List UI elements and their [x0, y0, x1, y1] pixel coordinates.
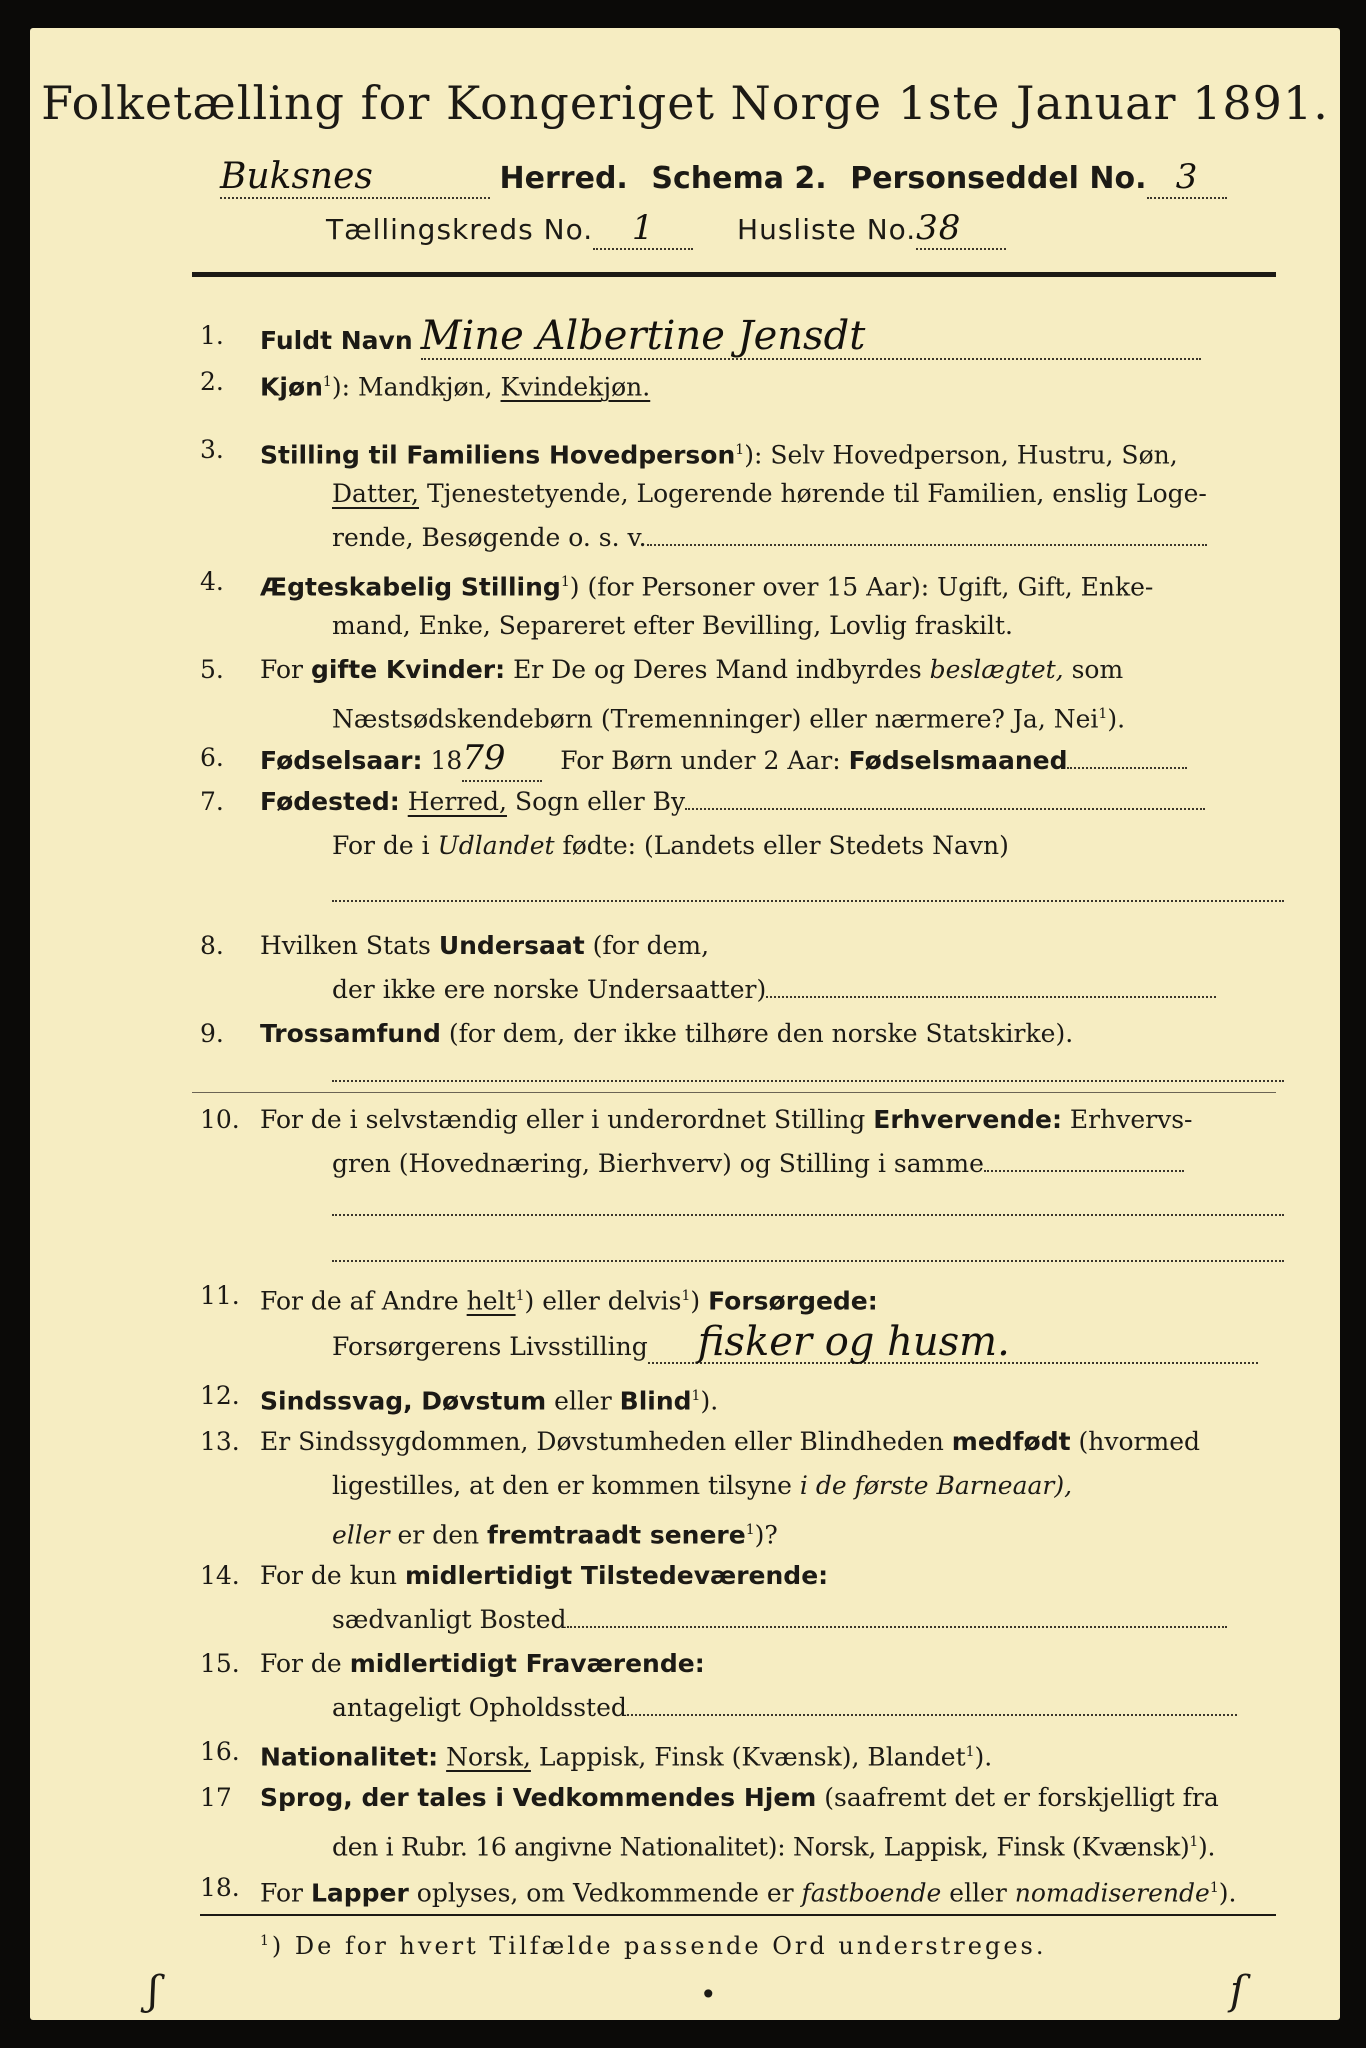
personseddel-value: 3 — [1147, 157, 1227, 199]
full-name-label: Fuldt Navn — [260, 326, 413, 355]
citizenship-label: Undersaat — [438, 931, 585, 960]
sex-selected-option: Kvindekjøn. — [500, 372, 651, 402]
family-position-options-c: rende, Besøgende o. s. v. — [332, 523, 647, 552]
item-number: 2. — [200, 367, 224, 396]
census-form: Folketælling for Kongeriget Norge 1ste Januar 1891. Buksnes Herred. Schema 2. Personseddel No. 3 Tællingskreds No. 1 Husliste No.38 1. Fuldt Navn Mine Albertine Jensdt 2. Kjøn$^1$): Mandkjøn, Kvindekjøn. 3. Stilling til Familiens Hovedperson$^1$): Selv Hovedperson, Hustru, Søn, Datter, Tjenestetyende, Logerende hørende til Familien, enslig Loge- rende, Besøgende o. s. v. 4. Ægteskabelig Stilling$^1$) (for Personer over 15 Aar): Ugift, Gift, Enke- mand, Enke, Separeret efter Bevilling, Lovlig fraskilt. 5. For gifte Kvinder: Er De og Deres Mand indbyrdes beslægtet, som Næstsødskendebørn (Tremenninger) eller nærmere? Ja, Nei$^1$). 6. Fødselsaar: 1879 For Børn under 2 Aar: Fødselsmaaned 7. Fødested: Herred, Sogn eller By For de i Udlandet fødte: (Landets eller Stedets Navn) 8. Hvilken Stats Undersaat (for dem, der ikke ere norske Undersaatter) 9. Trossamfund (for dem, der ikke tilhøre den norske Statskirke). 10. For de i selvstændig eller i underordnet Stilling Erhvervende: Erhvervs- gren (Hovednæring, Bierhverv) og Stilling i samme 11. For de af Andre helt$^1$) eller delvis$^1$) Forsørgede: Forsørgerens Livsstilling fisker og husm. 12. Sindssvag, Døvstum eller Blind$^1$). 13. Er Sindssygdommen, Døvstumheden eller Blindheden medfødt (hvormed ligestilles, at den er kommen tilsyne i de første Barneaar), eller er den fremtraadt senere$^1$)? 14. For de kun midlertidigt Tilstedeværende: sædvanligt Bosted 15. For de midlertidigt Fraværende: antageligt Opholdssted 16. Nationalitet: Norsk, Lappisk, Finsk (Kvænsk), Blandet$^1$). 17 Sprog, der tales i Vedkommendes Hjem (saafremt det er forskjelligt fra den i Rubr. 16 angivne Nationalitet): Norsk, Lappisk, Finsk (Kvænsk)$^1$). 18. For Lapper oplyses, om Vedkommende er fastboende eller nomadiserende$^1$). $^1$) De for hvert Tilfælde passende Ord understreges. ʃ • ſ — [30, 28, 1340, 2020]
footnote: $^1$) De for hvert Tilfælde passende Ord understreges. — [260, 1932, 1047, 1960]
birth-year-label: Fødselsaar: — [260, 746, 423, 775]
item-number: 5. — [200, 655, 224, 684]
husliste-value: 38 — [916, 208, 1006, 250]
husliste-label: Husliste No. — [737, 213, 917, 246]
temporarily-present-label: midlertidigt Tilstedeværende: — [404, 1561, 829, 1590]
temporarily-absent-label: midlertidigt Fraværende: — [349, 1649, 705, 1678]
item-number: 10. — [200, 1105, 240, 1134]
occupation-label: Erhvervende: — [873, 1105, 1062, 1134]
congenital-label: medfødt — [951, 1427, 1071, 1456]
supported-selected-option: helt — [466, 1286, 516, 1316]
schema-label: Schema 2. — [651, 161, 827, 196]
sex-options: ): Mandkjøn, — [331, 372, 493, 402]
herred-label: Herred. — [499, 161, 628, 196]
item-number: 12. — [200, 1381, 240, 1410]
family-position-selected-option: Datter, — [332, 479, 419, 508]
birthplace-selected-option: Herred, — [407, 787, 507, 816]
supported-label: Forsørgede: — [708, 1286, 878, 1316]
item-number: 16. — [200, 1737, 240, 1766]
item-number: 6. — [200, 743, 224, 772]
full-name-value: Mine Albertine Jensdt — [421, 314, 1201, 360]
language-label: Sprog, der tales i Vedkommendes Hjem — [260, 1783, 817, 1812]
sex-label: Kjøn — [260, 372, 323, 402]
form-title: Folketælling for Kongeriget Norge 1ste Januar 1891. — [41, 76, 1329, 130]
family-position-options-a: ): Selv Hovedperson, Hustru, Søn, — [744, 440, 1178, 470]
birth-year-value: 79 — [462, 736, 542, 782]
item-number: 9. — [200, 1019, 224, 1048]
nationality-selected-option: Norsk, — [446, 1742, 531, 1772]
item-number: 15. — [200, 1649, 240, 1678]
lapps-label: Lapper — [310, 1878, 409, 1908]
item-number: 8. — [200, 931, 224, 960]
birthplace-label: Fødested: — [260, 787, 400, 816]
pencil-mark: ʃ — [148, 1968, 159, 2014]
header-herred-line — [220, 156, 1227, 199]
header-kreds-line — [326, 208, 1006, 250]
provider-occupation-value: fisker og husm. — [648, 1322, 1258, 1364]
family-position-label: Stilling til Familiens Hovedperson — [260, 440, 736, 470]
taellingskreds-label: Tællingskreds No. — [326, 213, 594, 246]
item-number: 4. — [200, 567, 224, 596]
herred-value: Buksnes — [220, 156, 490, 199]
taellingskreds-value: 1 — [593, 208, 693, 250]
item-number: 14. — [200, 1561, 240, 1590]
religion-label: Trossamfund — [260, 1019, 441, 1048]
item-number: 11. — [200, 1281, 240, 1310]
family-position-options-b: Tjenestetyende, Logerende hørende til Familien, enslig Loge- — [426, 479, 1207, 508]
item-number: 7. — [200, 787, 224, 816]
disability-label: Sindssvag, Døvstum — [260, 1386, 547, 1416]
birth-month-label: Fødselsmaaned — [848, 746, 1068, 775]
item-number: 1. — [200, 321, 224, 350]
item-number: 13. — [200, 1427, 240, 1456]
nationality-label: Nationalitet: — [260, 1742, 439, 1772]
item-number: 18. — [200, 1873, 240, 1902]
pencil-mark: ſ — [1230, 1968, 1245, 2014]
item-number: 17 — [200, 1783, 232, 1812]
marital-status-options-b: mand, Enke, Separeret efter Bevilling, Lovlig fraskilt. — [332, 611, 1013, 640]
item-number: 3. — [200, 435, 224, 464]
married-women-label: gifte Kvinder: — [310, 655, 506, 684]
marital-status-label: Ægteskabelig Stilling — [260, 572, 561, 602]
personseddel-label: Personseddel No. — [850, 161, 1147, 196]
pencil-mark: • — [700, 1978, 717, 2011]
header-rule — [192, 272, 1276, 277]
footnote-rule — [200, 1914, 1276, 1916]
marital-status-options-a: ) (for Personer over 15 Aar): Ugift, Gift, Enke- — [569, 572, 1154, 602]
